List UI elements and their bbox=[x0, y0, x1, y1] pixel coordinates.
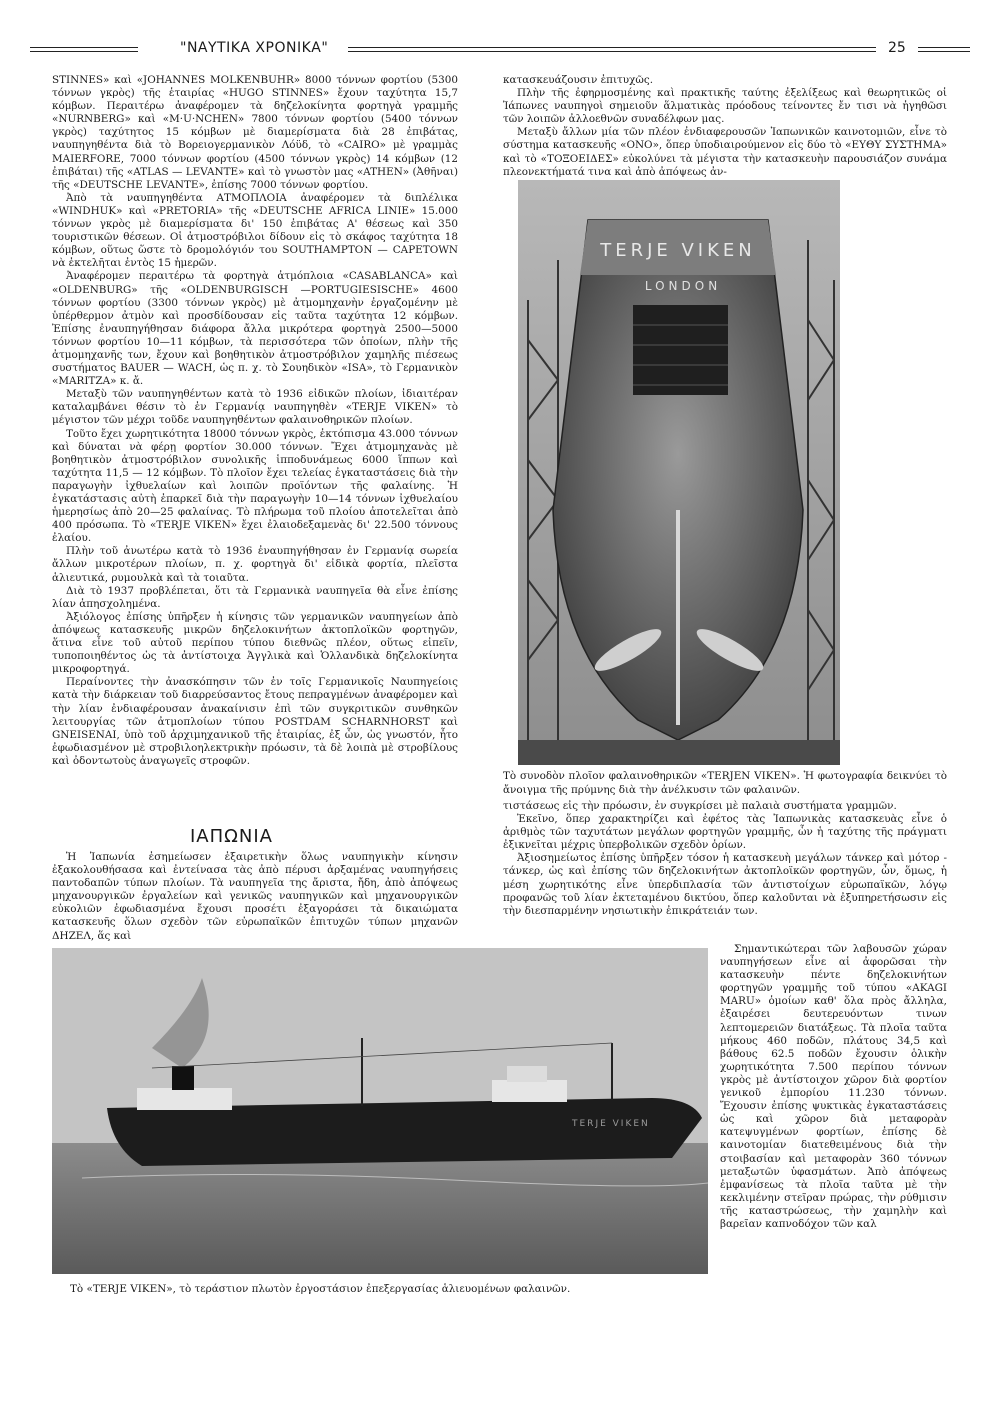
left-paragraph-2: Ἀπὸ τὰ ναυπηγηθέντα ΑΤΜΟΠΛΟΙΑ ἀναφέρομεν τὰ διπλέλικα «WINDHUK» καὶ «PRETORIA» τῆς «DEUTSCHE AFRICA LINIE» 15.000 τόννων γκρὸς μὲ διαμερίσματα δι' 150 ἐπιβάτας Α' θέσεως καὶ 350 τουριστικῶν θέσεων. Οἱ ἀτμοστρόβιλοι δίδουν εἰς τὸ σκάφος ταχύτητα 18 κόμβων, οὕτως ὥστε τὸ δρομολόγιόν του SOUTHAMPTON — CAPETOWN νὰ ἐκτελῆται ἐντὸς 15 ἡμερῶν. bbox=[52, 191, 458, 270]
stern-slipway-opening bbox=[633, 305, 728, 395]
right-top-paragraph-3: Μεταξὺ ἄλλων μία τῶν πλέον ἐνδιαφερουσῶν Ἰαπωνικῶν καινοτομιῶν, εἶνε τὸ σύστημα κατασκευῆς «ΟΝΟ», ὅπερ ὑποδιαιρούμενον εἰς δύο τὸ «ΕΥΘΥ ΣΥΣΤΗΜΑ» καὶ τὸ «ΤΟΞΟΕΙΔΕΣ» εὐκολύνει τὰ μέγιστα τὴν κατασκευὴν παρουσιάζον συνάμα πλεονεκτήματά τινα καὶ ἀπὸ ἀπόψεως ἀν- bbox=[503, 126, 947, 178]
journal-title: "ΝΑΥΤΙΚΑ ΧΡΟΝΙΚΑ" bbox=[180, 40, 329, 56]
page-header bbox=[30, 40, 970, 60]
stern-ship-name: TERJE VIKEN bbox=[600, 240, 756, 261]
tanker-photo bbox=[52, 948, 708, 1274]
right-top-paragraph-1: κατασκευάζουσιν ἐπιτυχῶς. bbox=[503, 74, 654, 86]
stern-photo-caption: Τὸ συνοδὸν πλοῖον φαλαινοθηρικῶν «TERJEN VIKEN». Ἡ φωτογραφία δεικνύει τὸ ἄνοιγμα τῆς πρύμνης διὰ τὴν ἀνέλκυσιν τῶν φαλαινῶν. bbox=[503, 770, 947, 796]
header-rule-left bbox=[30, 47, 138, 52]
left-paragraph-4: Μεταξὺ τῶν ναυπηγηθέντων κατὰ τὸ 1936 εἰδικῶν πλοίων, ἰδιαιτέραν καταλαμβάνει θέσιν τὸ ἐν Γερμανίᾳ ναυπηγηθὲν «TERJE VIKEN» τὸ μέγιστον τῶν μέχρι τοῦδε ναυπηγηθέντων φαλαινοθηρικῶν πλοίων. bbox=[52, 388, 458, 427]
hull-ship-name: TERJE VIKEN bbox=[572, 1119, 650, 1129]
tanker-photo-caption: Τὸ «TERJE VIKEN», τὸ τεράστιον πλωτὸν ἐργοστάσιον ἐπεξεργασίας ἁλιευομένων φαλαινῶν. bbox=[70, 1283, 571, 1295]
section-title-japan: ΙΑΠΩΝΙΑ bbox=[190, 826, 273, 847]
header-rule-middle bbox=[348, 47, 876, 52]
right-mid-paragraph-2: Ἐκεῖνο, ὅπερ χαρακτηρίζει καὶ ἐφέτος τὰς Ἰαπωνικὰς κατασκευὰς εἶνε ὁ ἀριθμὸς τῶν ταχυτάτων μεγάλων φορτηγῶν γραμμῆς, ὧν ἡ ταχύτης τῆς πράγματι ἐξικνεῖται μέχρις ὑπερβολικῶν σχεδὸν ὁρίων. bbox=[503, 813, 947, 852]
left-paragraph-8: Ἀξιόλογος ἐπίσης ὑπῆρξεν ἡ κίνησις τῶν γερμανικῶν ναυπηγείων ἀπὸ ἀπόψεως κατασκευῆς μικρῶν δηζελοκινήτων ἀκτοπλοϊκῶν φορτηγῶν, ἅτινα εἶνε τοῦ αὐτοῦ περίπου τύπου διεθνῶς πλέον, οὕτως εἰπεῖν, τυποποιηθέντος ὡς τὰ ἀντίστοιχα Ἀγγλικὰ καὶ Ὁλλανδικὰ δηζελοκίνητα μικροφορτηγά. bbox=[52, 610, 458, 676]
akagi-maru-paragraph: Σημαντικώτεραι τῶν λαβουσῶν χώραν ναυπηγήσεων εἶνε αἱ ἀφορῶσαι τὴν κατασκευὴν πέντε δηζελοκινήτων φορτηγῶν γραμμῆς τοῦ τύπου «AKAGI MARU» ὁμοίων καθ' ὅλα πρὸς ἄλληλα, ἐξαιρέσει δευτερευόντων τινων λεπτομερειῶν διατάξεως. Τὰ πλοῖα ταῦτα μήκους 460 ποδῶν, πλάτους 34,5 καὶ βάθους 62.5 ποδῶν ἔχουσιν ὁλικὴν χωρητικότητα 7.500 περίπου τόννων γκρὸς μὲ ἀντίστοιχον χῶρον διὰ φορτίον γενικοῦ ἐμπορίου 11.230 τόννων. Ἔχουσιν ἐπίσης ψυκτικὰς ἐγκαταστάσεις ὡς καὶ χῶρον διὰ μεταφορὰν κατεψυγμένων φορτίων, ἐπίσης δὲ καινοτομίαν διατεθειμένους διὰ τὴν στοιβασίαν καὶ μεταφορὰν 360 τόννων μεταξωτῶν ὑφασμάτων. Ἀπὸ ἀπόψεως ἐμφανίσεως τὰ πλοῖα ταῦτα μὲ τὴν κεκλιμένην στεῖραν πρώρας, τὴν ρύθμισιν τῆς καταστρώσεως, τὴν χαμηλὴν καὶ βαρεῖαν καπνοδόχον τῶν καλ bbox=[720, 943, 947, 1230]
bridge-superstructure bbox=[492, 1080, 567, 1102]
left-column bbox=[52, 74, 458, 768]
left-paragraph-1: STINNES» καὶ «JOHANNES MOLKENBUHR» 8000 τόννων φορτίου (5300 τόννων γκρὸς) τῆς ἑταιρίας «HUGO STINNES» ἔχουν ταχύτητα 15,7 κόμβων. Περαιτέρω ἀναφέρομεν τὰ δηζελοκίνητα φορτηγὰ γραμμῆς «NURNBERG» καὶ «M·U·NCHEN» 7800 τόννων φορτίου (5400 τόννων γκρὸς) ταχύτητος 15 κόμβων μὲ διαμερίσματα διὰ 28 ἐπιβάτας, ναυπηγηθέντα διὰ τὸ Βορειογερμανικὸν Λόϋδ, τὸ «CAIRO» μὲ γραμμὰς MAIERFORE, 7000 τόννων φορτίου (4500 τόννων γκρὸς) 14 κόμβων (12 ἐπιβάται) τῆς «ATLAS — LEVANTE» καὶ τὸ γνωστὸν μας «ATHEN» (Ἀθῆναι) τῆς «DEUTSCHE LEVANTE», ἐπίσης 7000 τόννων φορτίου. bbox=[52, 74, 458, 191]
right-mid-paragraph-1: τιστάσεως εἰς τὴν πρόωσιν, ἐν συγκρίσει μὲ παλαιὰ συστήματα γραμμῶν. bbox=[503, 800, 897, 812]
left-paragraph-9: Περαίνοντες τὴν ἀνασκόπησιν τῶν ἐν τοῖς Γερμανικοῖς Ναυπηγείοις κατὰ τὴν διάρκειαν τοῦ διαρρεύσαντος ἔτους πεπραγμένων ἀναφέρομεν καὶ τὴν λίαν ἐνδιαφέρουσαν ἀνακαίνισιν ἐπὶ τῶν συγκριτικῶν συνθηκῶν λειτουργίας τῶν ἀτμοπλοίων τύπου POSTDAM SCHARNHORST καὶ GNEISENAI, ὑπὸ τοῦ ἀρχιμηχανικοῦ τῆς ἑταιρίας, ἐξ ὧν, ὡς γνωστόν, ἦτο ἐφωδιασμένον μὲ στροβιλοηλεκτρικὴν πρόωσιν, τὰ δὲ λοιπὰ μὲ στροβίλους καὶ ὀδοντωτοὺς ἀναγωγεῖς στροφῶν. bbox=[52, 676, 458, 767]
header-rule-right bbox=[918, 47, 970, 52]
page-number: 25 bbox=[888, 40, 906, 56]
bridge-top bbox=[507, 1066, 547, 1082]
stern-photo bbox=[518, 180, 840, 765]
tanker-photo-illustration bbox=[52, 948, 708, 1274]
right-column-top bbox=[503, 74, 947, 179]
left-paragraph-7: Διὰ τὸ 1937 προβλέπεται, ὅτι τὰ Γερμανικὰ ναυπηγεῖα θὰ εἶνε ἐπίσης λίαν ἀπησχολημένα. bbox=[52, 584, 458, 610]
right-top-paragraph-2: Πλὴν τῆς ἐφηρμοσμένης καὶ πρακτικῆς ταύτης ἐξελίξεως καὶ θεωρητικῶς οἱ Ἰάπωνες ναυπηγοὶ σημειοῦν ἅλματικὰς πρόοδους τείνοντες ἔν τισι νὰ ἡγηθῶσι τῶν λοιπῶν ἀλλοεθνῶν συναδέλφων μας. bbox=[503, 87, 947, 126]
japan-paragraph: Ἡ Ἰαπωνία ἐσημείωσεν ἐξαιρετικὴν ὅλως ναυπηγικὴν κίνησιν ἐξακολουθήσασα καὶ ἐντείνασα τὰς ἀπὸ πέρυσι ἀρξαμένας ναυπηγήσεις παντοδαπῶν τύπων πλοίων. Τὰ ναυπηγεῖα της ἄριστα, ἤδη, ἀπὸ ἀπόψεως μηχανουργικῶν ἐργαλείων καὶ γενικῶς ναυπηγικῶν καὶ μηχανουργικῶν εὐκολιῶν ἐφωδιασμένα ἔχουσι προσέτι ἐξαγοράσει τὰ δικαιώματα κατασκευῆς ὅλων σχεδὸν τῶν εὐρωπαϊκῶν ἐπιτυχῶν τύπων μηχανῶν ΔΗΖΕΛ, ἅς καὶ bbox=[52, 851, 458, 942]
japan-intro bbox=[52, 851, 458, 943]
slipway-ground bbox=[518, 740, 840, 765]
aft-superstructure bbox=[137, 1088, 232, 1110]
left-paragraph-6: Πλὴν τοῦ ἀνωτέρω κατὰ τὸ 1936 ἐναυπηγήθησαν ἐν Γερμανίᾳ σωρεία ἄλλων μικροτέρων πλοίων, π. χ. φορτηγὰ δι' εἰδικὰ φορτία, πλεῖστα ἁλιευτικά, ρυμουλκὰ καὶ τὰ τοιαῦτα. bbox=[52, 545, 458, 584]
funnel bbox=[172, 1066, 194, 1090]
right-mid-paragraph-3: Ἀξιοσημείωτος ἐπίσης ὑπῆρξεν τόσον ἡ κατασκευὴ μεγάλων τάνκερ καὶ μότορ - τάνκερ, ὡς καὶ ἐπίσης τῶν δηζελοκινήτων ἀκτοπλοϊκῶν φορτηγῶν, ὧν, ὅμως, ἡ μέση χωρητικότης εἶνε ὑπερδιπλασία τῶν ἀντιστοίχων εὐρωπαϊκῶν, λόγῳ προφανῶς τοῦ λίαν ἐκτεταμένου δικτύου, ὅπερ καλοῦνται νὰ ἐξυπηρετήσωσιν εἰς τὴν διεσπαρμένην νησιωτικὴν ἐπικράτειάν των. bbox=[503, 852, 947, 917]
left-paragraph-3: Ἀναφέρομεν περαιτέρω τὰ φορτηγὰ ἀτμόπλοια «CASABLANCA» καὶ «OLDENBURG» τῆς «OLDENBURGISCH —PORTUGIESISCHE» 4600 τόννων φορτίου (3300 τόννων γκρὸς) μὲ ἀτμομηχανὴν ἐργαζομένην μὲ ὑπέρθερμον ἀτμὸν καὶ προσδίδουσαν εἰς ταῦτα ταχύτητα 12 κόμβων. Ἐπίσης ἐναυπηγήθησαν διάφορα ἄλλα μικρότερα φορτηγὰ 2500—5000 τόννων φορτίου 10—11 κόμβων, τὰ περισσότερα τῶν ὁποίων, πλὴν τῆς ἀτμομηχανῆς των, ἔχουν καὶ βοηθητικὸν ἀτμοστρόβιλον χαμηλῆς πιέσεως συστήματος BAUER — WACH, ὡς π. χ. τὸ Σουηδικὸν «ISA», τὸ Γερμανικὸν «MARITZA» κ. ἄ. bbox=[52, 270, 458, 388]
right-column-middle bbox=[503, 800, 947, 918]
left-paragraph-5: Τοῦτο ἔχει χωρητικότητα 18000 τόννων γκρὸς, ἐκτόπισμα 43.000 τόννων καὶ δύναται νὰ φέρῃ φορτίον 30.000 τόννων. Ἔχει ἀτμομηχανὰς μὲ βοηθητικὸν ἀτμοστρόβιλον συνολικῆς ἱπποδυνάμεως 6000 ἵππων καὶ ταχύτητα 11,5 — 12 κόμβων. Τὸ πλοῖον ἔχει τελείας ἐγκαταστάσεις διὰ τὴν παραγωγὴν ἰχθυελαίων καὶ λοιπῶν προϊόντων τῆς φαλαίνης. Ἡ ἐγκατάστασις αὐτὴ ἐπαρκεῖ διὰ τὴν παραγωγὴν 10—14 τόννων ἰχθυελαίου ἡμερησίως ἀπὸ 20—25 φαλαίνας. Τὸ πλήρωμα τοῦ πλοίου ἀποτελεῖται ἀπὸ 400 πρόσωπα. Τὸ «TERJE VIKEN» ἔχει ἐλαιοδεξαμενὰς δι' 22.500 τόννους ἐλαίου. bbox=[52, 427, 458, 545]
stern-photo-illustration bbox=[518, 180, 840, 765]
right-narrow-column bbox=[720, 943, 947, 1231]
stern-port-name: LONDON bbox=[644, 279, 722, 293]
